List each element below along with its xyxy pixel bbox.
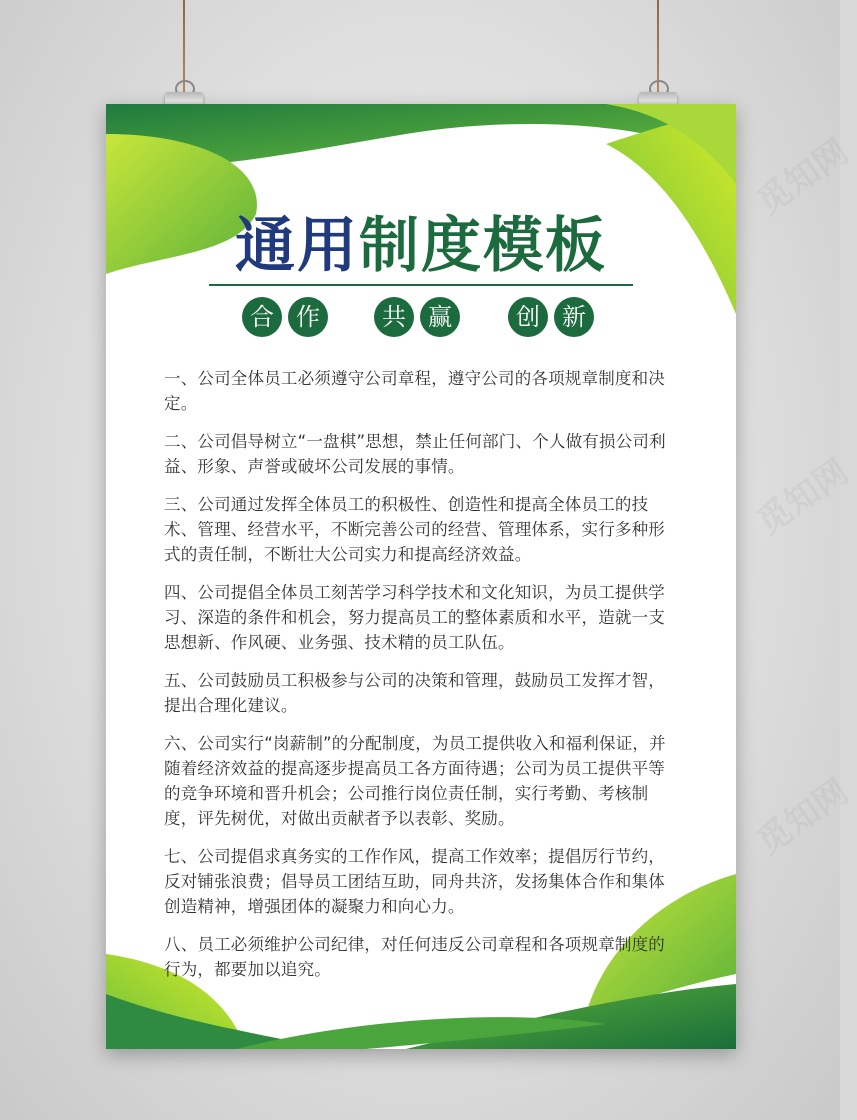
rule-paragraph: 四、公司提倡全体员工刻苦学习科学技术和文化知识，为员工提供学习、深造的条件和机会，努力提高员工的整体素质和水平，造就一支思想新、作风硬、业务强、技术精的员工队伍。 bbox=[164, 583, 665, 652]
rule-paragraph: 八、员工必须维护公司纪律，对任何违反公司章程和各项规章制度的行为，都要加以追究。 bbox=[164, 935, 665, 979]
slogan-badge: 合 bbox=[242, 297, 282, 337]
title-part-blue: 通用 bbox=[235, 211, 359, 281]
slogan-badge: 作 bbox=[288, 297, 328, 337]
rule-paragraph: 二、公司倡导树立“一盘棋”思想，禁止任何部门、个人做有损公司利益、形象、声誉或破坏公司发展的事情。 bbox=[164, 432, 666, 476]
hanging-string-left bbox=[183, 0, 185, 92]
rule-paragraph: 三、公司通过发挥全体员工的积极性、创造性和提高全体员工的技术、管理、经营水平，不断完善公司的经营、管理体系，实行多种形式的责任制，不断壮大公司实力和提高经济效益。 bbox=[164, 495, 665, 564]
rule-paragraph: 七、公司提倡求真务实的工作作风，提高工作效率；提倡厉行节约，反对铺张浪费；倡导员工团结互助，同舟共济，发扬集体合作和集体创造精神，增强团体的凝聚力和向心力。 bbox=[164, 847, 665, 916]
slogan-badges bbox=[106, 297, 736, 339]
rule-paragraph: 六、公司实行“岗薪制”的分配制度，为员工提供收入和福利保证，并随着经济效益的提高逐步提高员工各方面待遇；公司为员工提供平等的竞争环境和晋升机会；公司推行岗位责任制，实行考勤、考核制度，评先树优，对做出贡献者予以表彰、奖励。 bbox=[164, 734, 666, 828]
title-part-green: 制度模板 bbox=[359, 211, 607, 281]
slogan-badge: 共 bbox=[374, 297, 414, 337]
slogan-badge: 创 bbox=[508, 297, 548, 337]
rule-paragraph: 一、公司全体员工必须遵守公司章程，遵守公司的各项规章制度和决定。 bbox=[164, 369, 665, 413]
poster bbox=[106, 104, 736, 1049]
title-underline bbox=[209, 284, 633, 286]
slogan-badge: 赢 bbox=[420, 297, 460, 337]
rules-list bbox=[164, 366, 676, 995]
rule-paragraph: 五、公司鼓励员工积极参与公司的决策和管理，鼓励员工发挥才智，提出合理化建议。 bbox=[164, 671, 665, 715]
page-title bbox=[106, 211, 736, 281]
hanging-string-right bbox=[657, 0, 659, 92]
slogan-badge: 新 bbox=[554, 297, 594, 337]
